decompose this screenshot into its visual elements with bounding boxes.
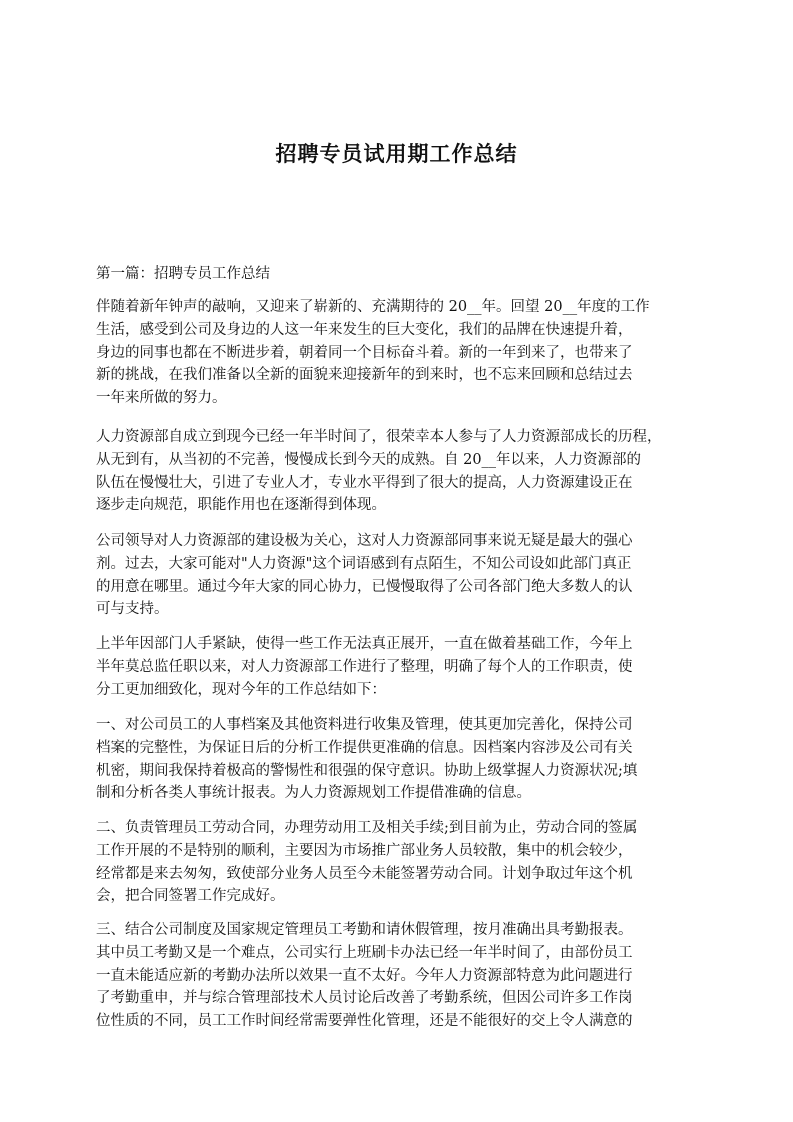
paragraph-line: 人力资源部自成立到现今已经一年半时间了，很荣幸本人参与了人力资源部成长的历程，	[96, 429, 662, 445]
paragraph-line: 三、结合公司制度及国家规定管理员工考勤和请休假管理，按月准确出具考勤报表。	[96, 922, 633, 938]
paragraph-line: 的用意在哪里。通过今年大家的同心协力，已慢慢取得了公司各部门绝大多数人的认	[96, 578, 633, 595]
paragraph-line: 位性质的不同，员工工作时间经常需要弹性化管理，还是不能很好的交上令人满意的	[96, 1013, 633, 1030]
body-paragraph	[96, 817, 716, 908]
paragraph-line: 剂。过去，大家可能对"人力资源"这个词语感到有点陌生，不知公司设如此部门真正	[96, 555, 632, 572]
body-paragraph	[96, 296, 716, 410]
paragraph-line: 新的挑战，在我们准备以全新的面貌来迎接新年的到来时，也不忘来回顾和总结过去	[96, 367, 633, 384]
document-title: 招聘专员试用期工作总结	[275, 142, 518, 166]
paragraph-line: 一、对公司员工的人事档案及其他资料进行收集及管理，使其更加完善化，保持公司	[96, 717, 633, 733]
paragraph-line: 身边的同事也都在不断进步着，朝着同一个目标奋斗着。新的一年到来了，也带来了	[96, 344, 633, 361]
paragraph-line: 其中员工考勤又是一个难点，公司实行上班刷卡办法已经一年半时间了，由部份员工	[96, 944, 633, 961]
paragraph-line: 一直未能适应新的考勤办法所以效果一直不太好。今年人力资源部特意为此问题进行	[96, 967, 633, 984]
paragraph-line: 机密，期间我保持着极高的警惕性和很强的保守意识。协助上级掌握人力资源状况;填	[96, 762, 638, 779]
paragraph-line: 了考勤重申，并与综合管理部技术人员讨论后改善了考勤系统，但因公司许多工作岗	[96, 990, 633, 1007]
paragraph-line: 档案的完整性，为保证日后的分析工作提供更准确的信息。因档案内容涉及公司有关	[96, 739, 633, 756]
paragraph-line: 上半年因部门人手紧缺，使得一些工作无法真正展开，一直在做着基础工作，今年上	[96, 636, 633, 652]
paragraph-line: 工作开展的不是特别的顺利，主要因为市场推广部业务人员较散，集中的机会较少，	[96, 842, 633, 859]
paragraph-line: 逐步走向规范，职能作用也在逐渐得到体现。	[96, 497, 386, 514]
paragraph-line: 从无到有，从当初的不完善，慢慢成长到今天的成熟。自 20__年以来，人力资源部的	[96, 451, 642, 468]
paragraph-line: 会，把合同签署工作完成好。	[96, 888, 285, 905]
paragraph-line: 可与支持。	[96, 601, 169, 618]
paragraph-line: 伴随着新年钟声的敲响，又迎来了崭新的、充满期待的 20__年。回望 20__年度的工作	[96, 299, 650, 315]
paragraph-line: 分工更加细致化，现对今年的工作总结如下：	[96, 681, 386, 698]
body-paragraph	[96, 633, 716, 701]
paragraph-line: 生活，感受到公司及身边的人这一年来发生的巨大变化，我们的品牌在快速提升着，	[96, 321, 633, 338]
paragraph-line: 经常都是来去匆匆，致使部分业务人员至今未能签署劳动合同。计划争取过年这个机	[96, 865, 633, 882]
body-paragraph	[96, 714, 716, 805]
paragraph-line: 半年莫总监任职以来，对人力资源部工作进行了整理，明确了每个人的工作职责，使	[96, 658, 633, 675]
section-heading: 第一篇：招聘专员工作总结	[96, 266, 270, 282]
paragraph-line: 二、负责管理员工劳动合同，办理劳动用工及相关手续;到目前为止，劳动合同的签属	[96, 820, 638, 836]
body-paragraph	[96, 426, 716, 517]
paragraph-line: 队伍在慢慢壮大，引进了专业人才，专业水平得到了很大的提高，人力资源建设正在	[96, 474, 633, 491]
paragraph-line: 一年来所做的努力。	[96, 390, 227, 407]
body-paragraph	[96, 919, 716, 1033]
paragraph-line: 公司领导对人力资源部的建设极为关心，这对人力资源部同事来说无疑是最大的强心	[96, 533, 633, 549]
paragraph-line: 制和分析各类人事统计报表。为人力资源规划工作提借准确的信息。	[96, 785, 531, 802]
body-paragraph	[96, 530, 716, 621]
